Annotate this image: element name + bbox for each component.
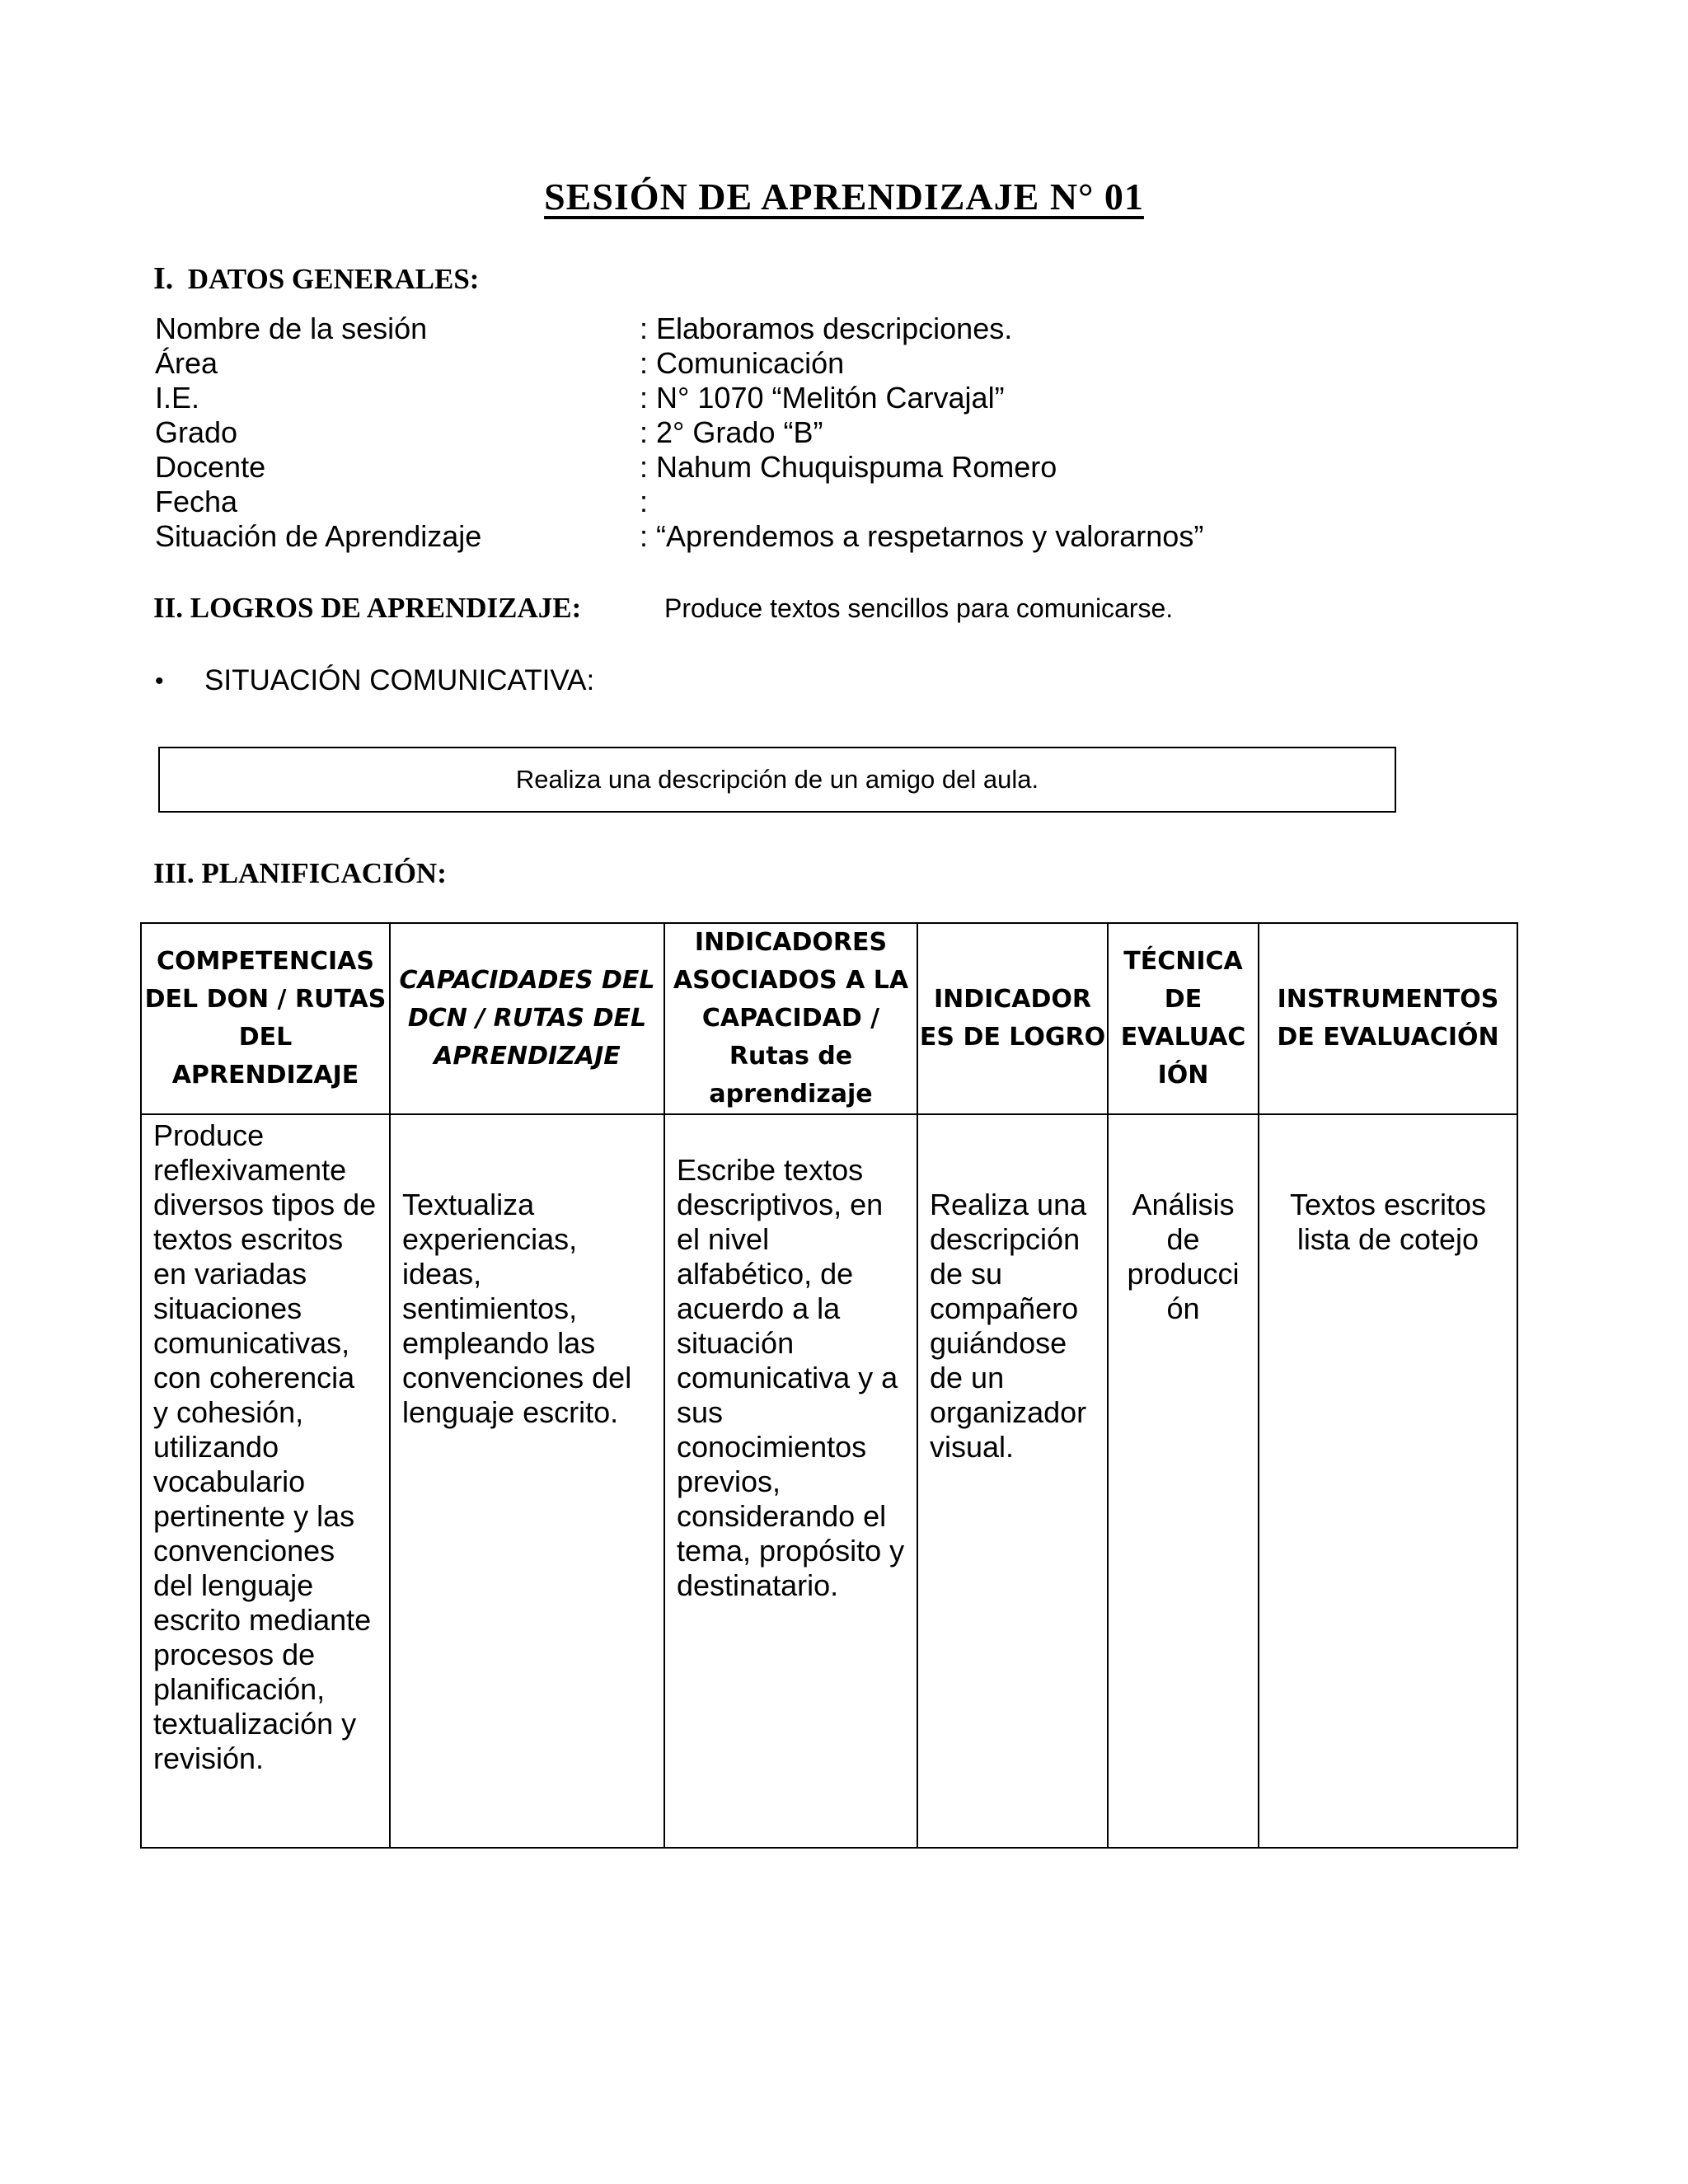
label-area: Área — [155, 346, 218, 380]
section-datos-generales-heading — [153, 260, 479, 297]
bullet-icon: • — [155, 668, 164, 695]
header-indicadores-logro: INDICADOR ES DE LOGRO — [917, 923, 1108, 1114]
logros-text: Produce textos sencillos para comunicarse. — [664, 593, 1174, 623]
cell-indicadores-asociados — [664, 1114, 917, 1848]
header-capacidades: CAPACIDADES DEL DCN / RUTAS DEL APRENDIZAJE — [390, 923, 664, 1114]
value-grado: : 2° Grado “B” — [640, 415, 823, 449]
section-planificacion-heading: III. PLANIFICACIÓN: — [153, 857, 447, 889]
cell-indicadores-logro — [917, 1114, 1108, 1848]
cell-indicadores-asociados-text: Escribe textos descriptivos, en el nivel alfabético, de acuerdo a la situación comunicativa y a sus conocimientos previos, considerando el tema, propósito y destinatario. — [677, 1153, 905, 1602]
label-grado: Grado — [155, 415, 238, 449]
table-row — [141, 1114, 1517, 1848]
section-logros-heading: II. LOGROS DE APRENDIZAJE: — [153, 592, 582, 624]
table-header-row — [141, 923, 1517, 1114]
cell-tecnica — [1108, 1114, 1259, 1848]
header-instrumentos-evaluacion: INSTRUMENTOS DE EVALUACIÓN — [1259, 923, 1517, 1114]
value-situacion-aprendizaje: : “Aprendemos a respetarnos y valorarnos” — [640, 519, 1204, 553]
header-competencias: COMPETENCIAS DEL DON / RUTAS DEL APRENDIZAJE — [141, 923, 390, 1114]
value-nombre-sesion: : Elaboramos descripciones. — [640, 312, 1013, 345]
situacion-comunicativa-box — [158, 747, 1396, 813]
label-nombre-sesion: Nombre de la sesión — [155, 312, 428, 345]
value-area: : Comunicación — [640, 346, 845, 380]
cell-instrumentos — [1259, 1114, 1517, 1848]
label-docente: Docente — [155, 450, 266, 484]
section-heading-text: DATOS GENERALES: — [187, 263, 480, 295]
situacion-comunicativa-heading: SITUACIÓN COMUNICATIVA: — [204, 664, 595, 696]
cell-competencias — [141, 1114, 390, 1848]
situacion-box-text: Realiza una descripción de un amigo del aula. — [515, 765, 1039, 794]
cell-capacidades-text: Textualiza experiencias, ideas, sentimientos, empleando las convenciones del lenguaje escrito. — [402, 1188, 632, 1429]
cell-tecnica-text: Análisis de producci ón — [1127, 1188, 1240, 1325]
label-fecha: Fecha — [155, 485, 238, 518]
header-tecnica-evaluacion: TÉCNICA DE EVALUAC IÓN — [1108, 923, 1259, 1114]
section-number: I. — [153, 261, 174, 296]
cell-capacidades — [390, 1114, 664, 1848]
value-fecha: : — [640, 485, 649, 518]
cell-instrumentos-text: Textos escritos lista de cotejo — [1289, 1188, 1487, 1256]
label-situacion-aprendizaje: Situación de Aprendizaje — [155, 519, 482, 553]
value-docente: : Nahum Chuquispuma Romero — [640, 450, 1057, 484]
page-title: SESIÓN DE APRENDIZAJE N° 01 — [544, 176, 1144, 218]
planificacion-table — [140, 922, 1518, 1849]
cell-indicadores-logro-text: Realiza una descripción de su compañero guiándose de un organizador visual. — [930, 1188, 1087, 1464]
cell-competencias-text: Produce reflexivamente diversos tipos de textos escritos en variadas situaciones comunicativas, con coherencia y cohesión, utilizando vocabulario pertinente y las convenciones del lenguaje escrito mediante procesos de planificación, textualización y revisión. — [153, 1118, 377, 1775]
value-ie: : N° 1070 “Melitón Carvajal” — [640, 381, 1005, 415]
label-ie: I.E. — [155, 381, 200, 415]
header-indicadores-asociados: INDICADORES ASOCIADOS A LA CAPACIDAD / Rutas de aprendizaje — [664, 923, 917, 1114]
